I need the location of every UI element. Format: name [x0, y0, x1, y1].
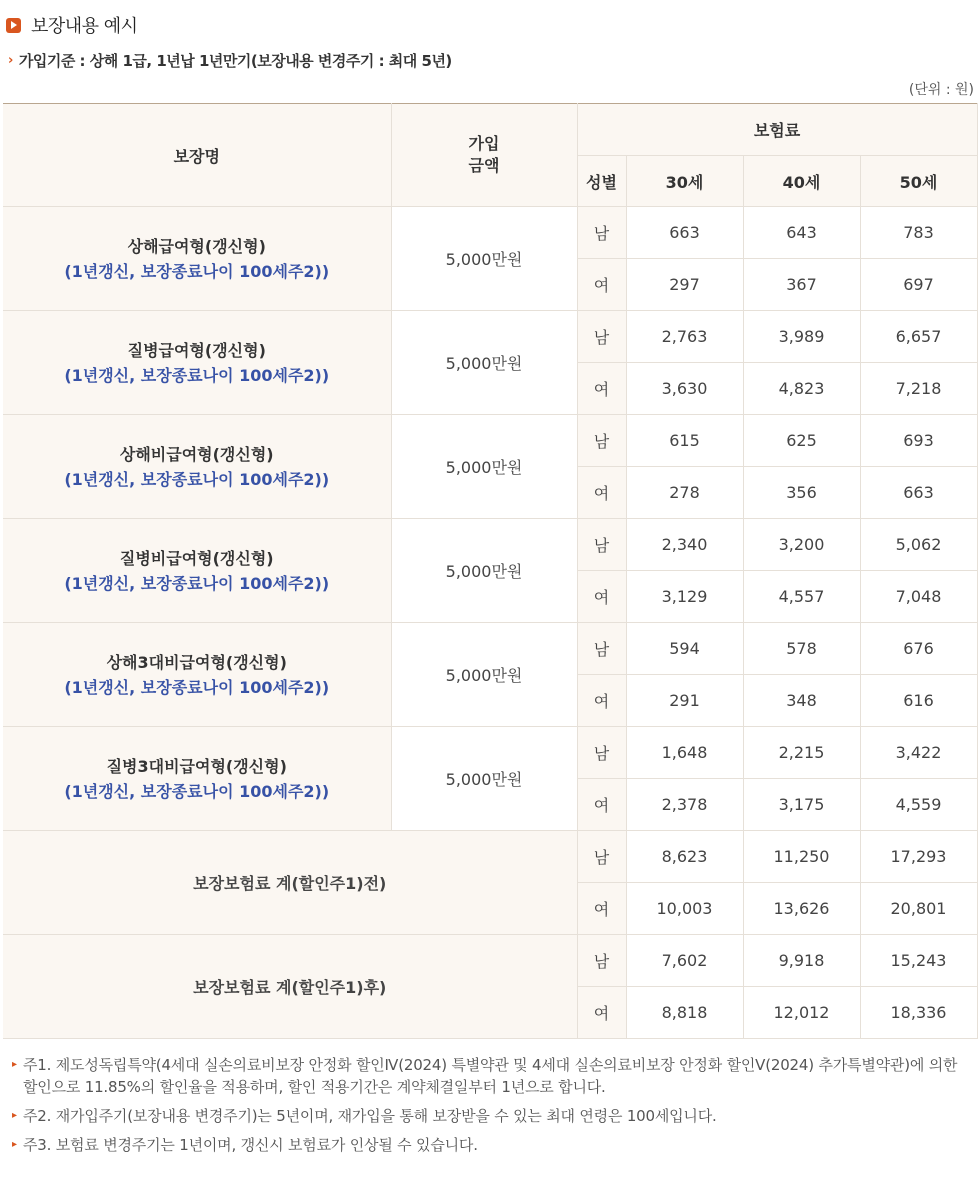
total-cell: 8,623: [626, 831, 743, 883]
coverage-amount: 5,000만원: [391, 727, 577, 831]
header-age-30: 30세: [626, 156, 743, 207]
total-cell: 11,250: [743, 831, 860, 883]
premium-cell: 356: [743, 467, 860, 519]
table-row: [3, 311, 977, 363]
premium-cell: 291: [626, 675, 743, 727]
coverage-name-cell: [3, 623, 391, 727]
coverage-condition: (1년갱신, 보장종료나이 100세주2)): [64, 573, 330, 593]
total-before-discount-label: 보장보험료 계(할인주1)전): [3, 831, 577, 935]
total-cell: 12,012: [743, 987, 860, 1039]
premium-cell: 1,648: [626, 727, 743, 779]
total-cell: 20,801: [860, 883, 977, 935]
footnote-item: [12, 1105, 970, 1127]
subscription-basis-text: 가입기준 : 상해 1급, 1년납 1년만기(보장내용 변경주기 : 최대 5년): [18, 52, 452, 70]
coverage-amount: 5,000만원: [391, 415, 577, 519]
coverage-name-cell: [3, 727, 391, 831]
total-cell: 13,626: [743, 883, 860, 935]
total-cell: 7,602: [626, 935, 743, 987]
table-row: [3, 623, 977, 675]
chevron-right-icon: ›: [8, 53, 13, 68]
table-row: [3, 727, 977, 779]
coverage-amount: 5,000만원: [391, 623, 577, 727]
gender-male: 남: [577, 311, 626, 363]
gender-female: 여: [577, 363, 626, 415]
coverage-name-cell: [3, 415, 391, 519]
premium-cell: 783: [860, 207, 977, 259]
gender-male: 남: [577, 415, 626, 467]
premium-cell: 367: [743, 259, 860, 311]
total-cell: 9,918: [743, 935, 860, 987]
table-row: [3, 519, 977, 571]
table-row: [3, 935, 977, 987]
footnotes: [12, 1054, 970, 1163]
gender-male: 남: [577, 831, 626, 883]
coverage-amount: 5,000만원: [391, 311, 577, 415]
premium-cell: 663: [626, 207, 743, 259]
total-cell: 18,336: [860, 987, 977, 1039]
coverage-condition: (1년갱신, 보장종료나이 100세주2)): [64, 677, 330, 697]
premium-cell: 3,129: [626, 571, 743, 623]
footnote-item: [12, 1134, 970, 1156]
coverage-condition: (1년갱신, 보장종료나이 100세주2)): [64, 365, 330, 385]
premium-cell: 663: [860, 467, 977, 519]
premium-cell: 615: [626, 415, 743, 467]
gender-female: 여: [577, 883, 626, 935]
premium-table: [3, 103, 978, 1039]
premium-cell: 3,200: [743, 519, 860, 571]
section-title: [6, 10, 138, 40]
total-cell: 17,293: [860, 831, 977, 883]
table-row: [3, 831, 977, 883]
coverage-name: 상해3대비급여형(갱신형): [106, 652, 287, 672]
play-square-icon: [6, 18, 21, 33]
coverage-name: 질병급여형(갱신형): [127, 340, 266, 360]
premium-cell: 4,559: [860, 779, 977, 831]
premium-cell: 643: [743, 207, 860, 259]
gender-female: 여: [577, 571, 626, 623]
header-amount-line1: 가입: [468, 134, 500, 153]
bullet-icon: ▸: [12, 1110, 17, 1121]
premium-cell: 4,557: [743, 571, 860, 623]
premium-cell: 7,218: [860, 363, 977, 415]
premium-cell: 693: [860, 415, 977, 467]
premium-cell: 3,422: [860, 727, 977, 779]
premium-cell: 7,048: [860, 571, 977, 623]
premium-cell: 578: [743, 623, 860, 675]
premium-cell: 5,062: [860, 519, 977, 571]
premium-cell: 4,823: [743, 363, 860, 415]
section-title-text: 보장내용 예시: [31, 16, 138, 37]
total-after-discount-label: 보장보험료 계(할인주1)후): [3, 935, 577, 1039]
premium-cell: 3,989: [743, 311, 860, 363]
coverage-amount: 5,000만원: [391, 519, 577, 623]
footnote-text: 주3. 보험료 변경주기는 1년이며, 갱신시 보험료가 인상될 수 있습니다.: [23, 1136, 478, 1154]
premium-cell: 697: [860, 259, 977, 311]
unit-label: (단위 : 원): [908, 82, 974, 98]
premium-cell: 6,657: [860, 311, 977, 363]
footnote-item: [12, 1054, 970, 1098]
premium-cell: 2,340: [626, 519, 743, 571]
gender-male: 남: [577, 519, 626, 571]
coverage-name: 질병비급여형(갱신형): [119, 548, 274, 568]
bullet-icon: ▸: [12, 1139, 17, 1150]
premium-cell: 2,763: [626, 311, 743, 363]
header-coverage: 보장명: [3, 104, 391, 207]
premium-cell: 676: [860, 623, 977, 675]
total-cell: 10,003: [626, 883, 743, 935]
total-cell: 15,243: [860, 935, 977, 987]
header-age-50: 50세: [860, 156, 977, 207]
header-gender: 성별: [577, 156, 626, 207]
header-amount-line2: 금액: [468, 156, 500, 175]
gender-female: 여: [577, 467, 626, 519]
coverage-name: 상해비급여형(갱신형): [119, 444, 274, 464]
premium-cell: 348: [743, 675, 860, 727]
gender-female: 여: [577, 675, 626, 727]
premium-cell: 2,215: [743, 727, 860, 779]
gender-female: 여: [577, 779, 626, 831]
coverage-condition: (1년갱신, 보장종료나이 100세주2)): [64, 469, 330, 489]
header-age-40: 40세: [743, 156, 860, 207]
table-row: [3, 207, 977, 259]
coverage-amount: 5,000만원: [391, 207, 577, 311]
gender-male: 남: [577, 727, 626, 779]
bullet-icon: ▸: [12, 1059, 17, 1070]
coverage-condition: (1년갱신, 보장종료나이 100세주2)): [64, 781, 330, 801]
coverage-name: 질병3대비급여형(갱신형): [106, 756, 287, 776]
coverage-name-cell: [3, 311, 391, 415]
premium-cell: 616: [860, 675, 977, 727]
total-cell: 8,818: [626, 987, 743, 1039]
header-amount: [391, 104, 577, 207]
gender-male: 남: [577, 623, 626, 675]
subscription-basis: [8, 50, 452, 71]
coverage-name-cell: [3, 519, 391, 623]
premium-cell: 594: [626, 623, 743, 675]
footnote-text: 주1. 제도성독립특약(4세대 실손의료비보장 안정화 할인Ⅳ(2024) 특별약관 및 4세대 실손의료비보장 안정화 할인Ⅴ(2024) 추가특별약관)에 의한 할인으로 11.85%의 할인율을 적용하며, 할인 적용기간은 계약체결일부터 1년으로 합니다.: [23, 1056, 958, 1096]
premium-cell: 278: [626, 467, 743, 519]
premium-cell: 3,630: [626, 363, 743, 415]
coverage-condition: (1년갱신, 보장종료나이 100세주2)): [64, 261, 330, 281]
coverage-name: 상해급여형(갱신형): [127, 236, 266, 256]
coverage-name-cell: [3, 207, 391, 311]
gender-female: 여: [577, 259, 626, 311]
premium-cell: 2,378: [626, 779, 743, 831]
header-premium: 보험료: [577, 104, 977, 156]
table-row: [3, 415, 977, 467]
premium-cell: 3,175: [743, 779, 860, 831]
footnote-text: 주2. 재가입주기(보장내용 변경주기)는 5년이며, 재가입을 통해 보장받을 수 있는 최대 연령은 100세입니다.: [23, 1107, 717, 1125]
gender-male: 남: [577, 207, 626, 259]
premium-cell: 297: [626, 259, 743, 311]
premium-cell: 625: [743, 415, 860, 467]
gender-female: 여: [577, 987, 626, 1039]
gender-male: 남: [577, 935, 626, 987]
